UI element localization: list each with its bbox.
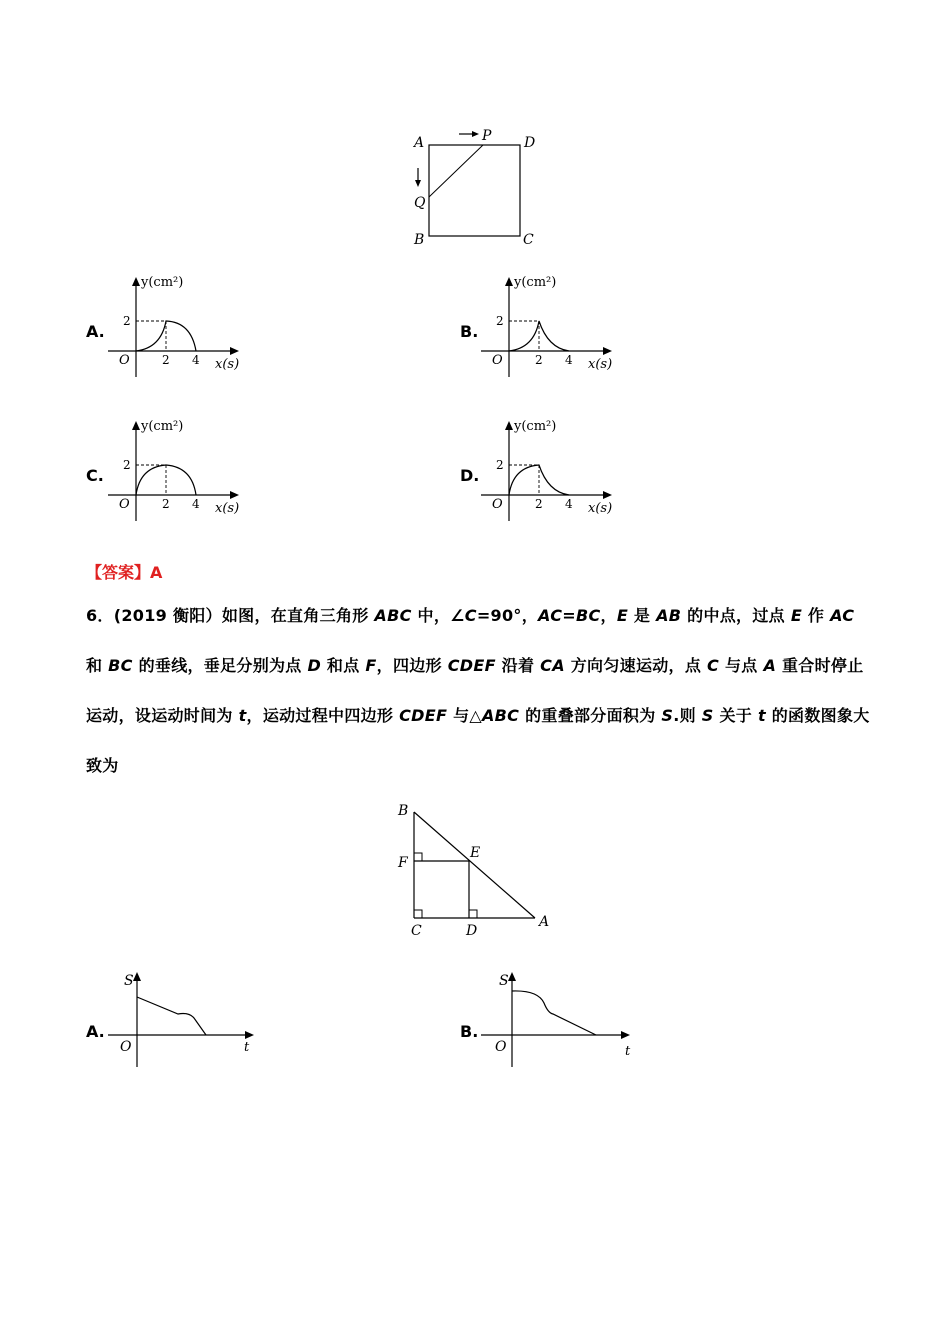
y-axis-arrow <box>508 972 516 981</box>
x-tick-4: 4 <box>565 497 573 511</box>
y-tick-2: 2 <box>496 458 504 472</box>
y-tick-2: 2 <box>123 458 131 472</box>
triangle-figure <box>390 795 565 945</box>
arrow-q-head <box>415 180 421 187</box>
right-angle-f <box>414 853 422 861</box>
label-D: D <box>524 135 536 151</box>
q6-option-a-label[interactable]: A. <box>86 1022 105 1041</box>
x-tick-2: 2 <box>162 497 170 511</box>
y-axis-arrow <box>505 421 513 430</box>
square-figure <box>400 120 560 250</box>
q6-line-2: 和 BC 的垂线，垂足分别为点 D 和点 F，四边形 CDEF 沿着 CA 方向匀速运动，点 C 与点 A 重合时停止 <box>86 656 864 675</box>
y-label: y(cm²) <box>141 419 184 434</box>
x-label: x(s) <box>588 501 613 516</box>
y-axis-arrow <box>505 277 513 286</box>
x-label: x(s) <box>215 357 240 372</box>
origin: O <box>492 497 503 512</box>
y-label: y(cm²) <box>514 275 557 290</box>
label-Q: Q <box>414 195 426 211</box>
x-axis-arrow <box>621 1031 630 1039</box>
label-B: B <box>398 803 409 819</box>
q6-option-b-graph[interactable] <box>478 965 638 1070</box>
x-tick-4: 4 <box>192 497 200 511</box>
x-label: t <box>244 1040 250 1055</box>
label-A: A <box>414 135 425 151</box>
x-label: t <box>625 1044 631 1059</box>
segment-pq <box>429 145 483 197</box>
origin: O <box>120 1039 132 1055</box>
x-tick-4: 4 <box>192 353 200 367</box>
q6-option-b-label[interactable]: B. <box>460 1022 479 1041</box>
label-A: A <box>539 914 550 930</box>
origin: O <box>495 1039 507 1055</box>
q6-line-1: 6．(2019 衡阳）如图，在直角三角形 ABC 中，∠C=90°，AC=BC，E 是 AB 的中点，过点 E 作 AC <box>86 606 855 625</box>
q5-option-a-label[interactable]: A. <box>86 322 105 341</box>
q5-option-d-graph[interactable] <box>478 414 623 524</box>
q5-option-c-label[interactable]: C. <box>86 466 104 485</box>
y-axis-arrow <box>132 277 140 286</box>
q5-option-b-graph[interactable] <box>478 270 623 380</box>
x-axis-arrow <box>230 491 239 499</box>
x-tick-2: 2 <box>535 353 543 367</box>
right-angle-c <box>414 910 422 918</box>
right-angle-d <box>469 910 477 918</box>
curve <box>512 991 596 1035</box>
q6-option-a-graph[interactable] <box>105 965 265 1070</box>
x-axis-arrow <box>603 491 612 499</box>
label-C: C <box>523 232 534 248</box>
x-axis-arrow <box>245 1031 254 1039</box>
answer-label: 【答案】A <box>86 563 163 582</box>
q5-option-a-graph[interactable] <box>105 270 250 380</box>
y-label: y(cm²) <box>514 419 557 434</box>
arrow-p-head <box>472 131 479 137</box>
y-axis-arrow <box>132 421 140 430</box>
x-label: x(s) <box>215 501 240 516</box>
origin: O <box>119 497 130 512</box>
y-label: S <box>124 973 134 989</box>
q6-line-4: 致为 <box>86 756 119 775</box>
y-tick-2: 2 <box>123 314 131 328</box>
q5-option-b-label[interactable]: B. <box>460 322 479 341</box>
square-abcd <box>429 145 520 236</box>
label-B: B <box>414 232 425 248</box>
origin: O <box>492 353 503 368</box>
x-axis-arrow <box>603 347 612 355</box>
curve <box>137 997 206 1035</box>
x-tick-4: 4 <box>565 353 573 367</box>
x-axis-arrow <box>230 347 239 355</box>
y-tick-2: 2 <box>496 314 504 328</box>
q5-option-d-label[interactable]: D. <box>460 466 480 485</box>
q5-option-c-graph[interactable] <box>105 414 250 524</box>
x-label: x(s) <box>588 357 613 372</box>
origin: O <box>119 353 130 368</box>
x-tick-2: 2 <box>162 353 170 367</box>
label-D: D <box>466 923 478 939</box>
label-P: P <box>482 128 492 144</box>
q6-line-3: 运动，设运动时间为 t，运动过程中四边形 CDEF 与△ABC 的重叠部分面积为 S.则 S 关于 t 的函数图象大 <box>86 706 870 725</box>
y-axis-arrow <box>133 972 141 981</box>
side-ab <box>414 812 535 918</box>
y-label: S <box>499 973 509 989</box>
label-C: C <box>411 923 422 939</box>
label-E: E <box>470 845 481 861</box>
x-tick-2: 2 <box>535 497 543 511</box>
y-label: y(cm²) <box>141 275 184 290</box>
label-F: F <box>398 855 408 871</box>
